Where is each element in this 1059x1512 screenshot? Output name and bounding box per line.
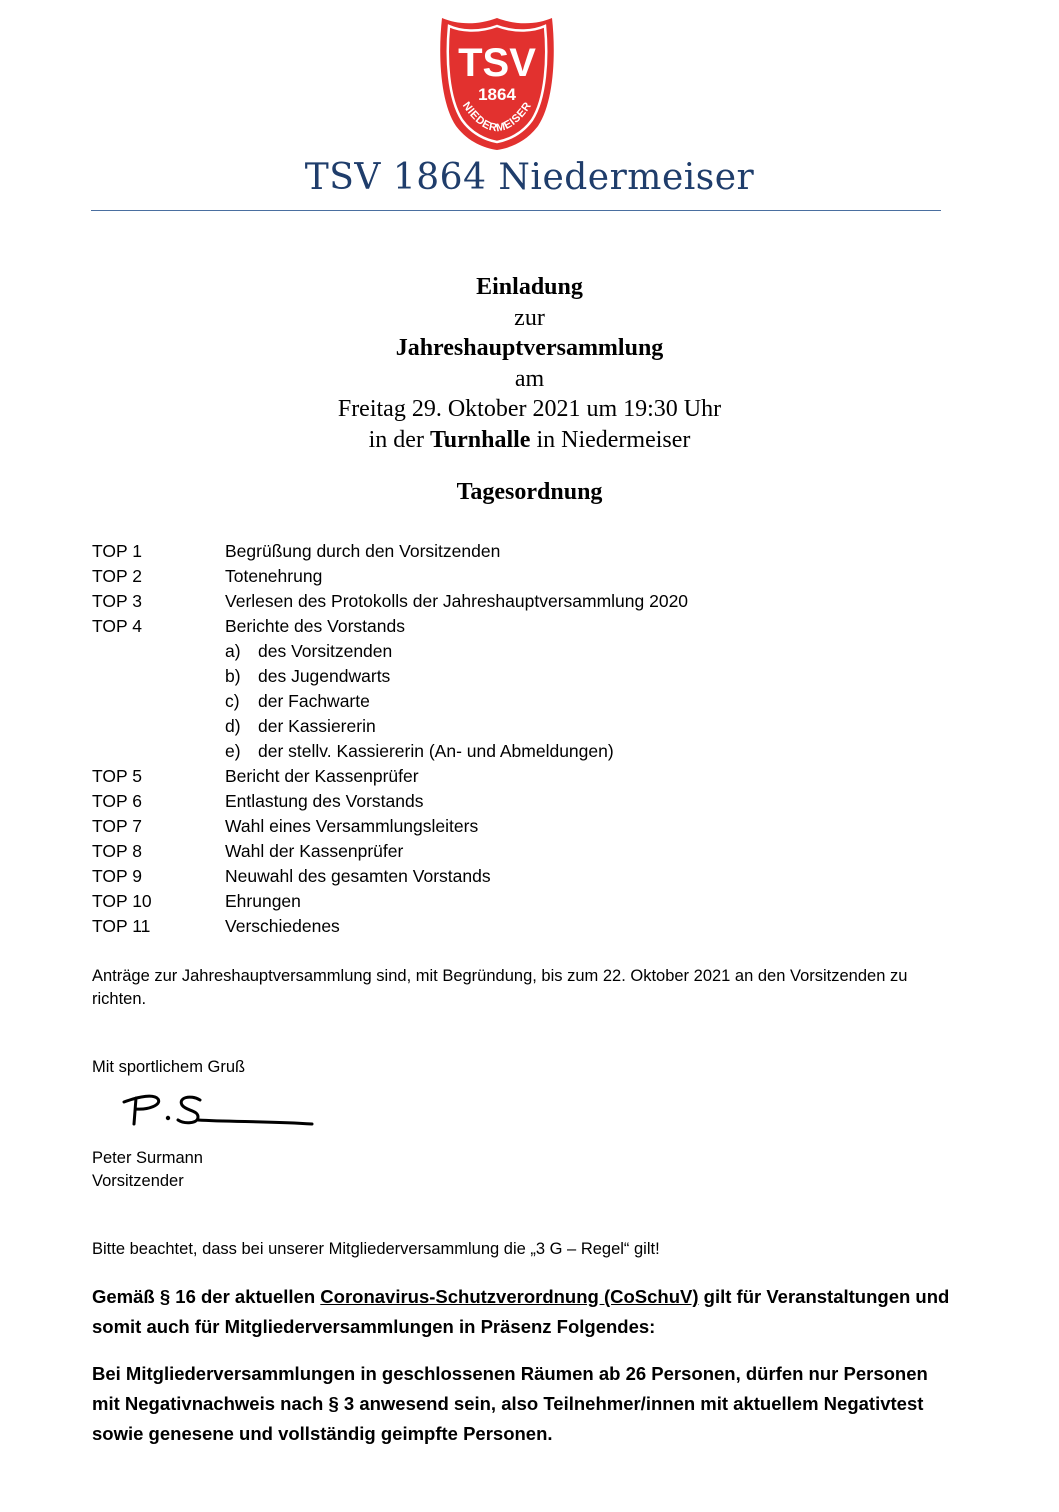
invitation-title: Einladung	[476, 274, 583, 300]
signatory-name: Peter Surmann	[92, 1149, 203, 1167]
legal-paragraph-2: Bei Mitgliederversammlungen in geschlossenen Räumen ab 26 Personen, dürfen nur Personen mit Negativnachweis nach § 3 anwesend sein, also Teilnehmer/innen mit aktuellem Negativtest sowie genesene und vollständig geimpfte Personen.	[92, 1363, 928, 1444]
agenda-item: TOP 11 Verschiedenes	[92, 916, 340, 936]
club-logo	[438, 14, 556, 152]
agenda-sub-item: e) der stellv. Kassiererin (An- und Abmeldungen)	[225, 741, 614, 761]
agenda-list	[92, 539, 952, 939]
agenda-item: TOP 9 Neuwahl des gesamten Vorstands	[92, 866, 491, 886]
invitation-line-zur: zur	[514, 304, 545, 331]
meeting-datetime: Freitag 29. Oktober 2021 um 19:30 Uhr	[337, 396, 722, 422]
logo-ring-text: NIEDERMEISER	[459, 99, 535, 135]
agenda-item: TOP 4 Berichte des Vorstands	[92, 616, 405, 636]
agenda-item: TOP 2 Totenehrung	[92, 566, 323, 586]
agenda-sub-item: d) der Kassiererin	[225, 716, 376, 736]
3g-rule-notice: Bitte beachtet, dass bei unserer Mitgliederversammlung die „3 G – Regel“ gilt!	[92, 1240, 660, 1258]
agenda-item: TOP 8 Wahl der Kassenprüfer	[92, 841, 404, 861]
logo-tsv-text: TSV	[458, 41, 536, 85]
agenda-item: TOP 6 Entlastung des Vorstands	[92, 791, 424, 811]
agenda-sub-item: b) des Jugendwarts	[225, 666, 391, 686]
motions-note: Anträge zur Jahreshauptversammlung sind, mit Begründung, bis zum 22. Oktober 2021 an den Vorsitzenden zu richten.	[92, 967, 908, 1008]
signatory-role: Vorsitzender	[92, 1172, 184, 1190]
invitation-block	[0, 272, 1059, 455]
invitation-line-am: am	[514, 365, 545, 392]
logo-year-text: 1864	[478, 85, 516, 104]
club-name-heading: TSV 1864 Niedermeiser	[304, 157, 755, 198]
agenda-item: TOP 1 Begrüßung durch den Vorsitzenden	[92, 541, 501, 561]
legal-paragraph-1: Gemäß § 16 der aktuellen Coronavirus-Schutzverordnung (CoSchuV) gilt für Veranstaltungen und somit auch für Mitgliederversammlungen in Präsenz Folgendes:	[92, 1286, 950, 1337]
signature-image	[120, 1088, 320, 1133]
agenda-item: TOP 5 Bericht der Kassenprüfer	[92, 766, 419, 786]
meeting-name: Jahreshauptversammlung	[395, 335, 664, 361]
agenda-sub-item: c) der Fachwarte	[225, 691, 370, 711]
coschuv-reference: Coronavirus-Schutzverordnung (CoSchuV)	[320, 1286, 699, 1307]
header-divider	[91, 210, 941, 211]
closing-greeting: Mit sportlichem Gruß	[92, 1058, 246, 1076]
agenda-item: TOP 7 Wahl eines Versammlungsleiters	[92, 816, 479, 836]
agenda-item: TOP 10 Ehrungen	[92, 891, 301, 911]
agenda-sub-item: a) des Vorsitzenden	[225, 641, 393, 661]
agenda-item: TOP 3 Verlesen des Protokolls der Jahreshauptversammlung 2020	[92, 591, 689, 611]
agenda-title: Tagesordnung	[456, 479, 603, 505]
meeting-location: in der Turnhalle in Niedermeiser	[368, 426, 691, 453]
